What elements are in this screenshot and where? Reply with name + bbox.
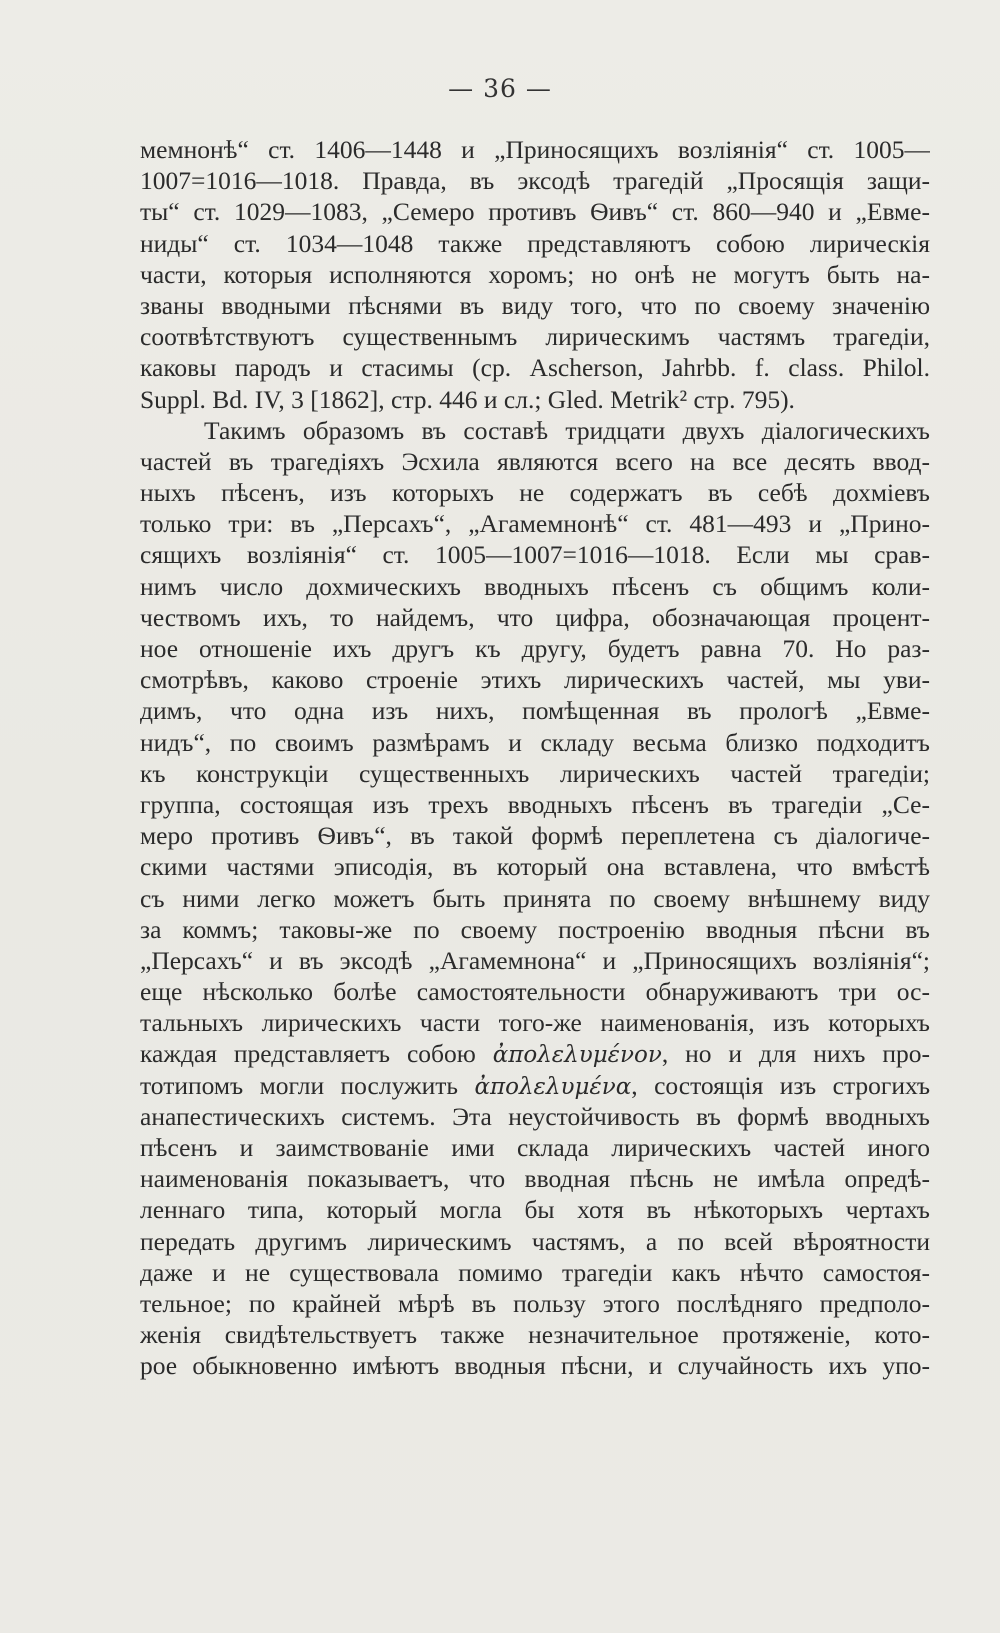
text-line — [140, 1319, 930, 1350]
text-line — [140, 1038, 930, 1069]
text-line-content: нидъ“, по своимъ размѣрамъ и складу весьма близко подходитъ — [140, 727, 930, 757]
text-line-content: тельное; по крайней мѣрѣ въ пользу этого послѣдняго предполо- — [140, 1288, 930, 1318]
text-line-content: каждая представляетъ собою — [140, 1039, 476, 1069]
text-line — [140, 851, 930, 882]
text-line — [140, 477, 930, 508]
text-line — [140, 290, 930, 321]
text-line — [140, 1007, 930, 1038]
text-line — [140, 1350, 930, 1381]
text-line — [140, 196, 930, 227]
text-line-content: тотипомъ могли послужить — [140, 1070, 459, 1100]
text-line-content: группа, состоящая изъ трехъ вводныхъ пѣсенъ въ трагедіи „Се- — [140, 789, 930, 819]
text-line — [140, 602, 930, 633]
text-line — [140, 664, 930, 695]
page-number: — 36 — — [448, 74, 552, 103]
text-line — [140, 1070, 930, 1101]
text-line-content: анапестическихъ системъ. Эта неустойчивость въ формѣ вводныхъ — [140, 1101, 930, 1131]
text-line — [140, 384, 930, 415]
greek-term: ἀπολελυμένον — [492, 1042, 662, 1069]
text-line — [140, 976, 930, 1007]
text-line — [140, 321, 930, 352]
text-line — [140, 1163, 930, 1194]
text-line-content: тальныхъ лирическихъ части того-же наименованія, изъ которыхъ — [140, 1008, 930, 1038]
text-line — [140, 789, 930, 820]
text-line-content: „Персахъ“ и въ эксодѣ „Агамемнона“ и „Приносящихъ возліянія“; — [140, 945, 930, 975]
text-line-content: нимъ число дохмическихъ вводныхъ пѣсенъ съ общимъ коли- — [140, 571, 930, 601]
text-line — [140, 914, 930, 945]
text-line-content: передать другимъ лирическимъ частямъ, а по всей вѣроятности — [140, 1226, 930, 1256]
text-line — [140, 883, 930, 914]
text-line — [140, 165, 930, 196]
text-line-content: каковы пародъ и стасимы (ср. Ascherson, Jahrbb. f. class. Philol. — [140, 353, 930, 383]
text-line-content: соотвѣтствуютъ существеннымъ лирическимъ частямъ трагедіи, — [140, 322, 930, 352]
text-line-content: только три: въ „Персахъ“, „Агамемнонѣ“ ст. 481—493 и „Прино- — [140, 509, 930, 539]
text-line-content: скими частями эписодія, въ который она вставлена, что вмѣстѣ — [140, 852, 930, 882]
text-line — [140, 259, 930, 290]
text-line — [140, 1101, 930, 1132]
text-line — [140, 1257, 930, 1288]
text-line-content: 1007=1016—1018. Правда, въ эксодѣ трагедій „Просящія защи- — [140, 166, 930, 196]
text-line-content: , состоящія изъ строгихъ — [631, 1070, 930, 1100]
text-line-content: за коммъ; таковы-же по своему построенію вводныя пѣсни въ — [140, 914, 930, 944]
text-line — [140, 415, 930, 446]
text-line-content: , но и для нихъ про- — [661, 1039, 930, 1069]
greek-term: ἀπολελυμένα — [474, 1073, 632, 1100]
text-line-content: ты“ ст. 1029—1083, „Семеро противъ Ѳивъ“ ст. 860—940 и „Евме- — [140, 197, 930, 227]
text-line — [140, 352, 930, 383]
text-line-content: смотрѣвъ, каково строеніе этихъ лирическихъ частей, мы уви- — [140, 665, 930, 695]
text-line — [140, 539, 930, 570]
text-line — [140, 228, 930, 259]
text-line-content: леннаго типа, который могла бы хотя въ нѣкоторыхъ чертахъ — [140, 1195, 930, 1225]
text-line-content: частей въ трагедіяхъ Эсхила являются всего на все десять ввод- — [140, 446, 930, 476]
text-line-content: димъ, что одна изъ нихъ, помѣщенная въ прологѣ „Евме- — [140, 696, 930, 726]
text-line — [140, 633, 930, 664]
text-line — [140, 695, 930, 726]
text-line-content: сящихъ возліянія“ ст. 1005—1007=1016—1018. Если мы срав- — [140, 540, 930, 570]
text-line-content: меро противъ Ѳивъ“, въ такой формѣ переплетена съ діалогиче- — [140, 821, 930, 851]
text-line — [140, 945, 930, 976]
text-line — [140, 134, 930, 165]
text-line-content: Такимъ образомъ въ составѣ тридцати двухъ діалогическихъ — [204, 415, 930, 445]
text-line-content: чествомъ ихъ, то найдемъ, что цифра, обозначающая процент- — [140, 602, 930, 632]
text-line-content: рое обыкновенно имѣютъ вводныя пѣсни, и случайность ихъ упо- — [140, 1351, 930, 1381]
text-line-content: съ ними легко можетъ быть принята по своему внѣшнему виду — [140, 883, 930, 913]
text-line — [140, 446, 930, 477]
text-line-content: къ конструкціи существенныхъ лирическихъ частей трагедіи; — [140, 758, 930, 788]
text-line-content: ныхъ пѣсенъ, изъ которыхъ не содержатъ въ себѣ дохміевъ — [140, 478, 930, 508]
text-line-content: Suppl. Bd. IV, 3 [1862], стр. 446 и сл.; Gled. Metrik² стр. 795). — [140, 384, 795, 414]
text-line — [140, 1288, 930, 1319]
text-line — [140, 508, 930, 539]
text-line — [140, 1226, 930, 1257]
text-line — [140, 1194, 930, 1225]
text-line-content: пѣсенъ и заимствованіе ими склада лирическихъ частей иного — [140, 1133, 930, 1162]
text-line — [140, 758, 930, 789]
body-text — [140, 134, 930, 1382]
text-line — [140, 1132, 930, 1163]
text-line-content: части, которыя исполняются хоромъ; но онѣ не могутъ быть на- — [140, 259, 930, 289]
text-line — [140, 820, 930, 851]
text-line-content: ниды“ ст. 1034—1048 также представляютъ собою лирическія — [140, 228, 930, 258]
text-line-content: ное отношеніе ихъ другъ къ другу, будетъ равна 70. Но раз- — [140, 634, 930, 663]
text-line-content: званы вводными пѣснями въ виду того, что по своему значенію — [140, 290, 930, 320]
text-line — [140, 727, 930, 758]
text-line-content: даже и не существовала помимо трагедіи какъ нѣчто самостоя- — [140, 1257, 930, 1287]
text-line-content: наименованія показываетъ, что вводная пѣснь не имѣла опредѣ- — [140, 1164, 930, 1194]
text-line-content: еще нѣсколько болѣе самостоятельности обнаруживаютъ три ос- — [140, 977, 930, 1007]
text-line — [140, 571, 930, 602]
text-line-content: женія свидѣтельствуетъ также незначительное протяженіе, кото- — [140, 1320, 930, 1350]
text-line-content: мемнонѣ“ ст. 1406—1448 и „Приносящихъ возліянія“ ст. 1005— — [140, 135, 930, 164]
